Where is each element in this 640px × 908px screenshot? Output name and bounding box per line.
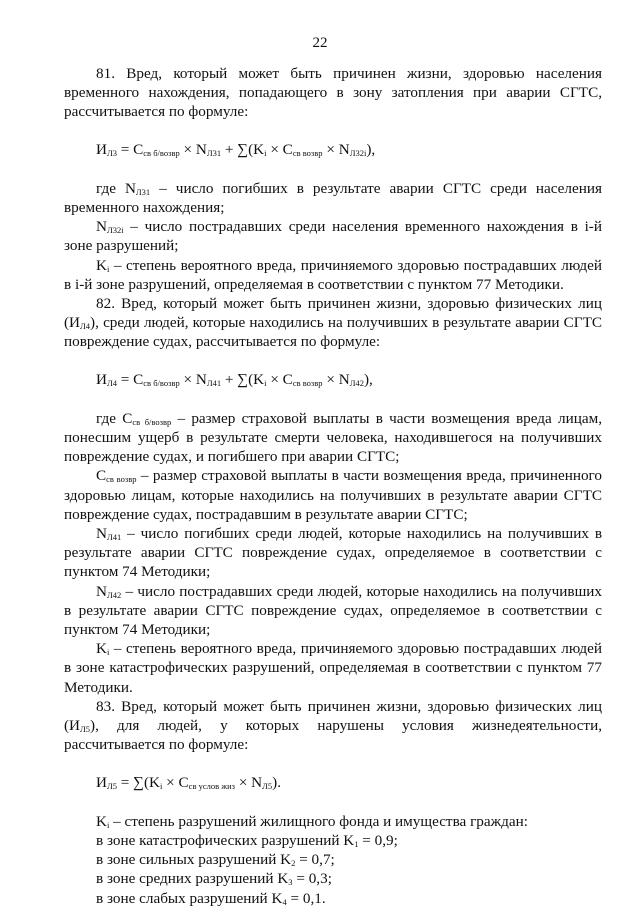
definition-ki-81: $K_i$ – степень вероятного вреда, причиняемого здоровью пострадавших людей в i-й зоне разрушений, определяемая в соответствии с пунктом 77 Методики. [64, 256, 602, 293]
page-number: 22 [312, 35, 328, 51]
paragraph-83-intro: 83. Вред, который может быть причинен жизни, здоровью физических лиц $(И_{Л5})$, для людей, у которых нарушены условия жизнедеятельности, рассчитывается по формуле: [64, 697, 602, 754]
definition-nl32i: $N_{Л32i}$ – число пострадавших среди населения временного нахождения в i-й зоне разрушений; [64, 218, 602, 255]
formula-il3: $И_{Л3} = С_{св б/возвр} \times N_{Л31} + \sum(K_i \times С_{св возвр} \times N_{Л32i})$, [96, 140, 376, 158]
zone-list-item: в зоне средних разрушений $K_3 = 0,3$; [96, 870, 332, 888]
formula-il5: $И_{Л5} = \sum(K_i \times С_{св услов жиз} \times N_{Л5})$. [96, 773, 282, 791]
document-body [64, 64, 602, 908]
definition-csv-vozvr: $С_{св возвр}$ – размер страховой выплаты в части возмещения вреда, причиненного здоровью лицам, которые находились на получивших в результате аварии СГТС повреждение судах, пострадавшим в результате аварии СГТС; [64, 467, 602, 523]
definition-ki-83: $K_i$ – степень разрушений жилищного фонда и имущества граждан: [96, 812, 528, 830]
formula-il4: $И_{Л4} = С_{св б/возвр} \times N_{Л41} + \sum(K_i \times С_{св возвр} \times N_{Л42})$, [96, 370, 373, 388]
zone-list-item: в зоне катастрофических разрушений $K_1 = 0,9$; [96, 831, 398, 849]
definition-nl31: где $N_{Л31}$ – число погибших в результате аварии СГТС среди населения временного нахождения; [64, 179, 602, 217]
definition-csv-bvozvr: где $С_{св б/возвр}$ – размер страховой выплаты в части возмещения вреда лицам, понесшим ущерб в результате смерти человека, находившегося на получивших повреждение судах, и погибшего при аварии СГТС; [64, 409, 602, 466]
zone-list-item: в зоне сильных разрушений $K_2 = 0,7$; [96, 851, 335, 869]
definition-nl41: $N_{Л41}$ – число погибших среди людей, которые находились на получивших в результате аварии СГТС повреждение судах, определяемое в соответствии с пунктом 74 Методики; [64, 525, 602, 581]
paragraph-81-intro: 81. Вред, который может быть причинен жизни, здоровью населения временного нахождения, попадающего в зону затопления при аварии СГТС, рассчитывается по формуле: [64, 65, 602, 121]
paragraph-82-intro: 82. Вред, который может быть причинен жизни, здоровью физических лиц $(И_{Л4})$, среди людей, которые находились на получивших в результате аварии СГТС повреждение судах, рассчитывается по формуле: [64, 295, 602, 351]
zone-list-item: в зоне слабых разрушений $K_4 = 0,1$. [96, 889, 326, 907]
definition-nl42: $N_{Л42}$ – число пострадавших среди людей, которые находились на получивших в результате аварии СГТС повреждение судах, определяемое в соответствии с пунктом 74 Методики; [64, 582, 602, 639]
definition-ki-82: $K_i$ – степень вероятного вреда, причиняемого здоровью пострадавших людей в зоне катастрофических разрушений, определяемая в соответствии с пунктом 77 Методики. [64, 640, 602, 696]
